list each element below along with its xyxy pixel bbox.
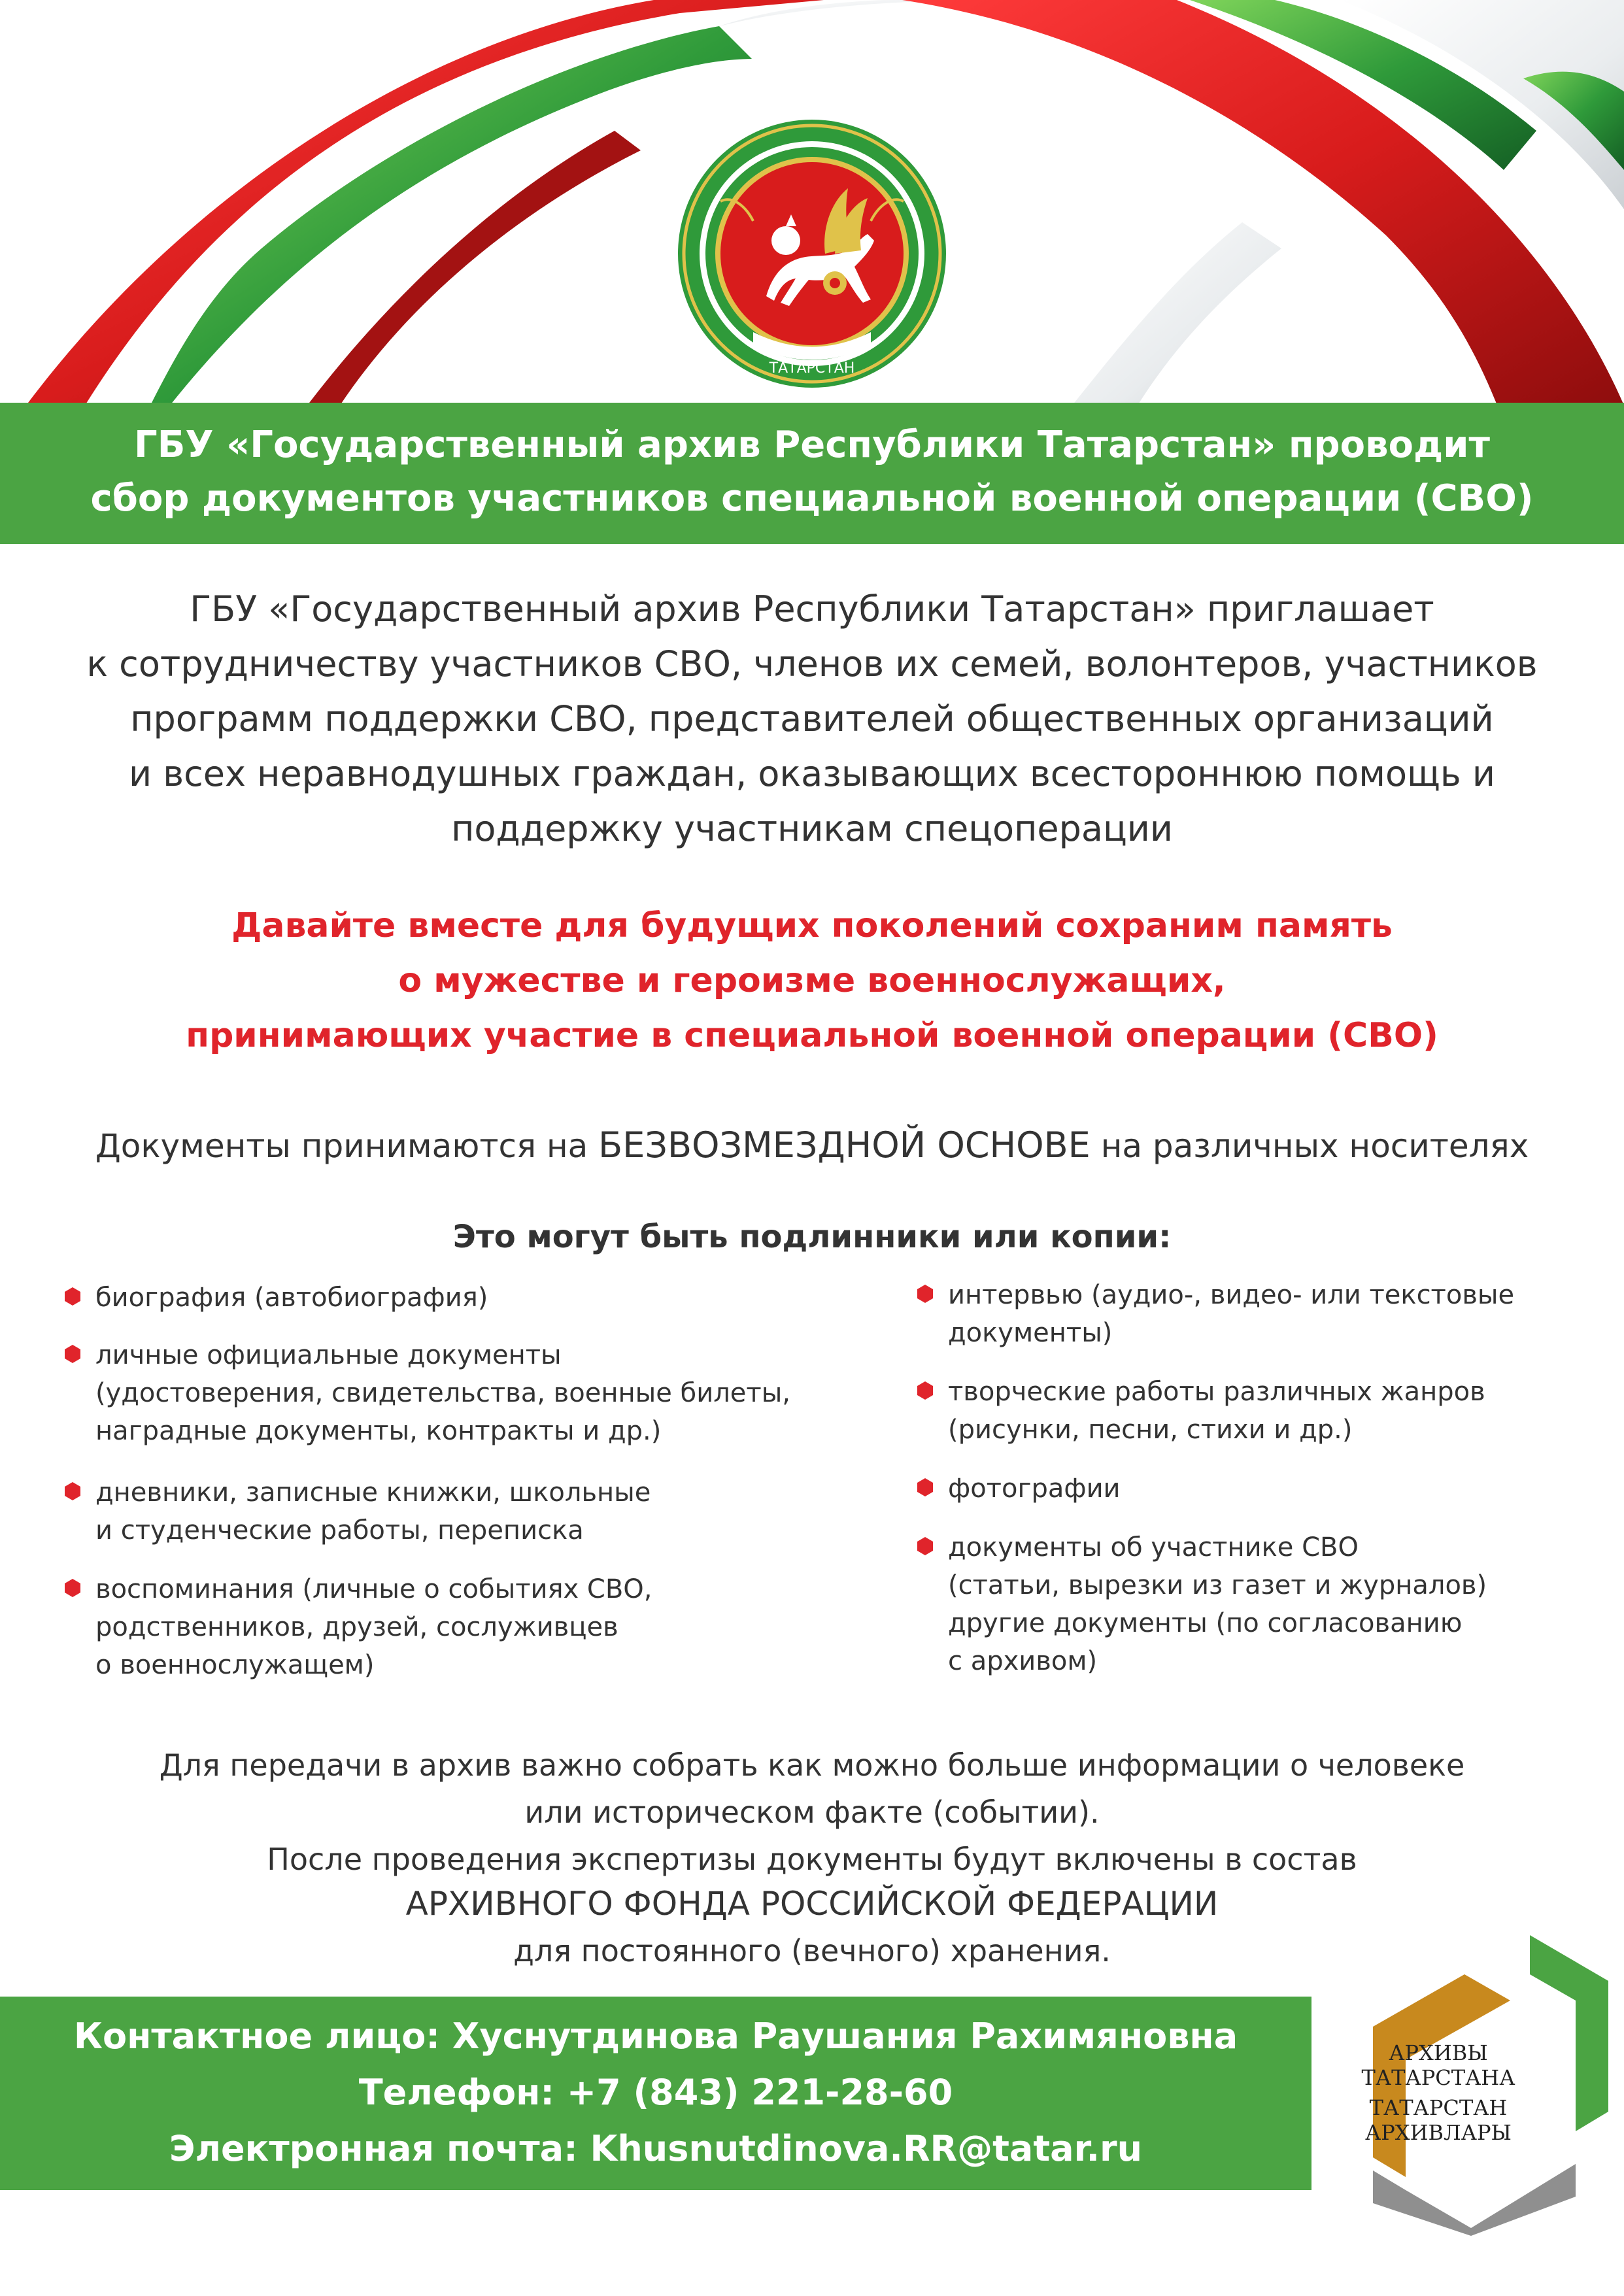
intro-line: ГБУ «Государственный архив Республики Татарстан» приглашает (190, 588, 1434, 630)
header-title-line-2: сбор документов участников специальной военной операции (СВО) (90, 477, 1534, 520)
tatarstan-coat-of-arms (675, 116, 949, 391)
archive-logo-line: ТАТАРСТАНА (1361, 2065, 1515, 2090)
bullet-hexagon-icon (915, 1284, 935, 1304)
copies-heading: Это могут быть подлинники или копии: (452, 1219, 1172, 1255)
list-item-line: интервью (аудио-, видео- или текстовые (948, 1280, 1515, 1310)
list-item-line: личные официальные документы (95, 1340, 562, 1370)
closing-line: Для передачи в архив важно собрать как можно больше информации о человеке (159, 1747, 1465, 1783)
list-item-line: биография (автобиография) (95, 1283, 488, 1313)
bullet-hexagon-icon (63, 1578, 82, 1598)
contacts-banner (0, 1997, 1311, 2190)
archive-logo-line: АРХИВЛАРЫ (1365, 2120, 1512, 2145)
closing-line: для постоянного (вечного) хранения. (513, 1933, 1111, 1968)
slogan-line: принимающих участие в специальной военной операции (СВО) (186, 1016, 1438, 1055)
contact-person: Контактное лицо: Хуснутдинова Раушания Рахимяновна (73, 2016, 1238, 2057)
contact-email[interactable]: Электронная почта: Khusnutdinova.RR@tatar.ru (169, 2128, 1143, 2169)
slogan-line: Давайте вместе для будущих поколений сохраним память (231, 906, 1393, 945)
list-item-line: наградные документы, контракты и др.) (95, 1416, 662, 1446)
bullet-hexagon-icon (915, 1381, 935, 1400)
free-basis-emphasis: БЕЗВОЗМЕЗДНОЙ ОСНОВЕ (598, 1124, 1091, 1166)
archive-logo-line: ТАТАРСТАН (1369, 2095, 1508, 2120)
header-title-line-1: ГБУ «Государственный архив Республики Татарстан» проводит (134, 424, 1490, 466)
closing-line: После проведения экспертизы документы будут включены в состав (267, 1842, 1357, 1877)
free-basis-after: на различных носителях (1090, 1127, 1529, 1165)
bullet-hexagon-icon (915, 1477, 935, 1497)
list-item-line: воспоминания (личные о событиях СВО, (95, 1574, 652, 1604)
list-item-line: документы) (948, 1318, 1113, 1348)
free-basis-before: Документы принимаются на (95, 1127, 599, 1165)
list-item-line: (статьи, вырезки из газет и журналов) (948, 1570, 1487, 1600)
contact-phone[interactable]: Телефон: +7 (843) 221-28-60 (358, 2072, 953, 2113)
intro-line: поддержку участникам спецоперации (451, 808, 1173, 849)
bullet-hexagon-icon (63, 1344, 82, 1364)
intro-line: и всех неравнодушных граждан, оказывающих всестороннюю помощь и (129, 753, 1495, 794)
header-banner (0, 403, 1624, 544)
intro-line: программ поддержки СВО, представителей общественных организаций (130, 698, 1494, 739)
list-item-line: другие документы (по согласованию (948, 1608, 1463, 1638)
intro-line: к сотрудничеству участников СВО, членов их семей, волонтеров, участников (86, 643, 1538, 684)
emblem-ring-text: ТАТАРСТАН (769, 360, 855, 377)
closing-line: или историческом факте (событии). (524, 1795, 1100, 1830)
bullet-hexagon-icon (915, 1536, 935, 1556)
free-basis-statement (0, 1124, 1624, 1167)
list-item-line: родственников, друзей, сослуживцев (95, 1612, 618, 1642)
list-item-line: и студенческие работы, переписка (95, 1515, 584, 1545)
list-item-line: творческие работы различных жанров (948, 1377, 1485, 1407)
archive-logo-line: АРХИВЫ (1389, 2040, 1488, 2065)
list-item-line: дневники, записные книжки, школьные (95, 1477, 651, 1508)
closing-line: АРХИВНОГО ФОНДА РОССИЙСКОЙ ФЕДЕРАЦИИ (405, 1885, 1219, 1923)
slogan-line: о мужестве и героизме военнослужащих, (398, 961, 1226, 1000)
list-item-line: (рисунки, песни, стихи и др.) (948, 1415, 1353, 1445)
bullet-hexagon-icon (63, 1481, 82, 1501)
list-item-line: (удостоверения, свидетельства, военные билеты, (95, 1378, 790, 1408)
list-item-line: о военнослужащем) (95, 1650, 375, 1680)
list-item-line: с архивом) (948, 1646, 1098, 1676)
bullet-hexagon-icon (63, 1287, 82, 1306)
list-item-line: документы об участнике СВО (948, 1532, 1359, 1562)
list-item-line: фотографии (948, 1474, 1121, 1504)
